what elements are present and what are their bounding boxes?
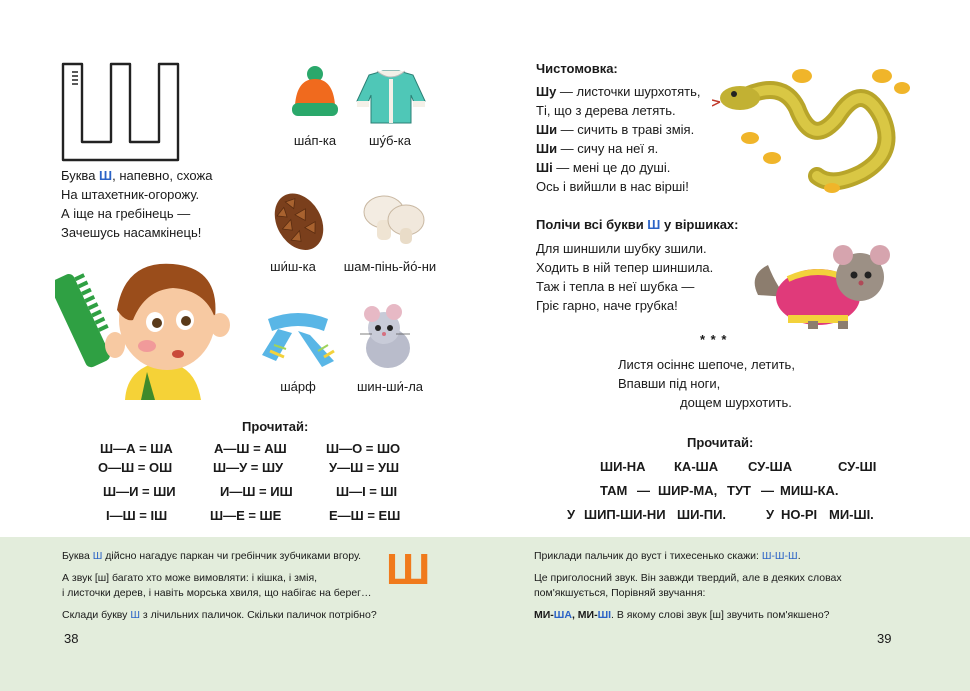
read-word: ШИ-ПИ.	[677, 507, 727, 522]
autumn-poem-line: дощем шурхотить.	[680, 395, 792, 410]
read-word: ШИР-МА,	[658, 483, 718, 498]
page-number-right: 39	[877, 631, 892, 646]
read-word: НО-РІ	[781, 507, 818, 522]
picture-label-hat: ша́п-ка	[293, 133, 337, 148]
read-word: ШИП-ШИ-НИ	[584, 507, 666, 522]
fur-coat-icon	[355, 67, 427, 125]
letter-sha-outline-icon	[60, 60, 182, 164]
boy-with-comb-illustration	[55, 250, 235, 400]
read-word: У	[766, 507, 775, 522]
read-title-left: Прочитай:	[242, 419, 309, 434]
right-footer-text	[534, 549, 842, 623]
tongue-twister-line: Ши — сичить в траві змія.	[536, 122, 695, 137]
syllable-cell: У—Ш = УШ	[329, 460, 400, 475]
mushroom-icon	[360, 190, 428, 248]
poem-line-2: На штахетник-огорожу.	[61, 187, 200, 202]
read-word: СУ-ШІ	[838, 459, 877, 474]
syllable-cell: І—Ш = ІШ	[106, 508, 168, 523]
poem-line-4: Зачешусь насамкінець!	[61, 225, 202, 240]
syllable-cell: Ш—У = ШУ	[213, 460, 284, 475]
right-footer-line-3: пом'якшується, Порівняй звучання:	[534, 587, 706, 599]
tongue-twister-line: Шу — листочки шурхотять,	[536, 84, 701, 99]
chinchilla-poem-line: Гріє гарно, наче грубка!	[536, 298, 678, 313]
right-footer-line-4: МИ-ША, МИ-ШІ. В якому слові звук [ш] звучить пом'якшено?	[534, 609, 830, 621]
chinchilla-poem-line: Для шиншили шубку зшили.	[536, 241, 707, 256]
autumn-poem-line: Листя осіннє шепоче, летить,	[618, 357, 795, 372]
read-title-right: Прочитай:	[687, 435, 754, 450]
autumn-poem-line: Впавши під ноги,	[618, 376, 721, 391]
picture-label-chinchilla: шин-ши́-ла	[356, 379, 424, 394]
tongue-twister-line: Ши — сичу на неї я.	[536, 141, 659, 156]
count-letters-title: Полічи всі букви Ш у віршиках:	[536, 217, 739, 232]
syllable-cell: Ш—О = ШО	[326, 441, 401, 456]
tongue-twister-line: Ті, що з дерева летять.	[536, 103, 676, 118]
hat-icon	[289, 65, 341, 125]
syllable-cell: Ш—Е = ШЕ	[210, 508, 282, 523]
read-word: —	[637, 483, 650, 498]
letter-poem	[61, 166, 212, 242]
read-word: ТАМ	[600, 483, 628, 498]
chinchilla-poem-line: Таж і тепла в неї шубка —	[536, 279, 695, 294]
read-word: ШИ-НА	[600, 459, 646, 474]
read-word: КА-ША	[674, 459, 719, 474]
read-word: ТУТ	[727, 483, 751, 498]
poem-line-3: А іще на гребінець —	[61, 206, 191, 221]
read-word: МИ-ШІ.	[829, 507, 874, 522]
big-orange-letter: Ш	[386, 545, 431, 594]
read-word: СУ-ША	[748, 459, 793, 474]
chinchilla-poem-line: Ходить в ній тепер шиншила.	[536, 260, 714, 275]
syllable-cell: Е—Ш = ЕШ	[329, 508, 401, 523]
chinchilla-in-coat-illustration	[748, 235, 898, 335]
syllable-cell: И—Ш = ИШ	[220, 484, 293, 499]
left-footer-line-3: і листочки дерев, і навіть морська хвиля, що набігає на берег…	[62, 587, 372, 599]
syllable-cell: Ш—І = ШІ	[336, 484, 398, 499]
read-word: МИШ-КА.	[780, 483, 839, 498]
read-word: У	[567, 507, 576, 522]
snake-illustration	[712, 58, 917, 198]
left-footer-text	[62, 549, 377, 623]
tongue-twister	[536, 82, 700, 196]
stars-separator: * * *	[700, 332, 728, 347]
picture-label-scarf: ша́рф	[280, 379, 316, 394]
page-number-left: 38	[64, 631, 79, 646]
right-footer-line-2: Це приголосний звук. Він завжди твердий, але в деяких словах	[534, 572, 842, 584]
picture-label-pine-cone: ши́ш-ка	[270, 259, 316, 274]
autumn-poem	[618, 355, 795, 412]
pine-cone-icon	[262, 186, 334, 254]
syllable-cell: О—Ш = ОШ	[98, 460, 173, 475]
left-footer-line-2: А звук [ш] багато хто може вимовляти: і кішка, і змія,	[62, 572, 318, 584]
chinchilla-icon	[350, 302, 422, 372]
left-footer-line-4: Склади букву Ш з лічильних паличок. Скільки паличок потрібно?	[62, 609, 377, 621]
read-word: —	[761, 483, 774, 498]
tongue-twister-title: Чистомовка:	[536, 61, 618, 76]
chinchilla-poem	[536, 239, 713, 315]
picture-label-mushroom: шам-пінь-йо́-ни	[343, 259, 437, 274]
poem-line-1: Буква Ш, напевно, схожа	[61, 168, 213, 183]
scarf-icon	[258, 305, 338, 370]
tongue-twister-line: Ші — мені це до душі.	[536, 160, 671, 175]
syllable-cell: А—Ш = АШ	[214, 441, 287, 456]
picture-label-fur-coat: шу́б-ка	[369, 133, 411, 148]
syllable-cell: Ш—И = ШИ	[103, 484, 176, 499]
left-footer-line-1: Буква Ш дійсно нагадує паркан чи гребінчик зубчиками вгору.	[62, 550, 362, 562]
syllable-cell: Ш—А = ША	[100, 441, 173, 456]
tongue-twister-line: Ось і вийшли в нас вірші!	[536, 179, 689, 194]
right-footer-line-1: Приклади пальчик до вуст і тихесенько скажи: Ш-Ш-Ш.	[534, 550, 801, 562]
